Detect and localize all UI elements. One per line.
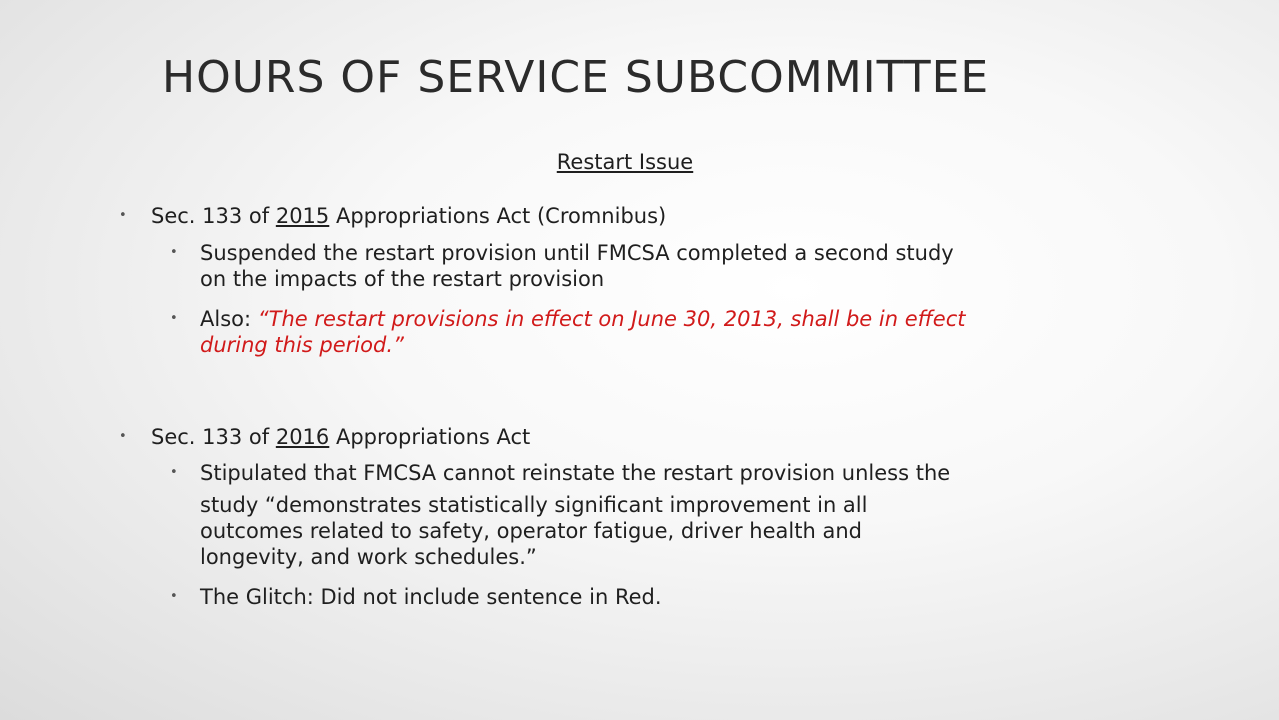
sec-2015-sub1-line2: on the impacts of the restart provision	[200, 267, 605, 291]
sec-2016-sub1-line4: longevity, and work schedules.”	[200, 545, 537, 569]
bullet-icon: •	[170, 311, 178, 326]
bullet-icon: •	[119, 208, 127, 223]
sec-2015-heading	[151, 203, 666, 229]
bullet-icon: •	[170, 589, 178, 604]
sec-2015-suffix: Appropriations Act (Cromnibus)	[329, 204, 667, 228]
sec-2015-sub2-line1	[200, 306, 966, 332]
sec-2016-sub1-line3: outcomes related to safety, operator fatigue, driver health and	[200, 519, 862, 543]
slide-subtitle: Restart Issue	[556, 150, 694, 174]
quote-red-line1: “The restart provisions in effect on June 30, 2013, shall be in effect	[257, 307, 966, 331]
sec-2016-sub1-line2: study “demonstrates statistically significant improvement in all	[200, 493, 868, 517]
bullet-icon: •	[170, 465, 178, 480]
sec-2016-sub2: The Glitch: Did not include sentence in Red.	[200, 585, 662, 609]
bullet-icon: •	[170, 245, 178, 260]
sec-2016-sub1-line1: Stipulated that FMCSA cannot reinstate the restart provision unless the	[200, 461, 951, 485]
slide-title: HOURS OF SERVICE SUBCOMMITTEE	[162, 52, 990, 103]
sec-2015-sub2-prefix: Also:	[200, 307, 258, 331]
sec-2015-sub1-line1: Suspended the restart provision until FMCSA completed a second study	[200, 241, 954, 265]
sec-2016-prefix: Sec. 133 of	[151, 425, 276, 449]
sec-2016-suffix: Appropriations Act	[329, 425, 531, 449]
quote-red-line2: during this period.”	[200, 333, 404, 357]
sec-2016-year: 2016	[275, 425, 330, 449]
bullet-icon: •	[119, 429, 127, 444]
sec-2016-heading	[151, 424, 530, 450]
sec-2015-year: 2015	[275, 204, 330, 228]
sec-2015-prefix: Sec. 133 of	[151, 204, 276, 228]
